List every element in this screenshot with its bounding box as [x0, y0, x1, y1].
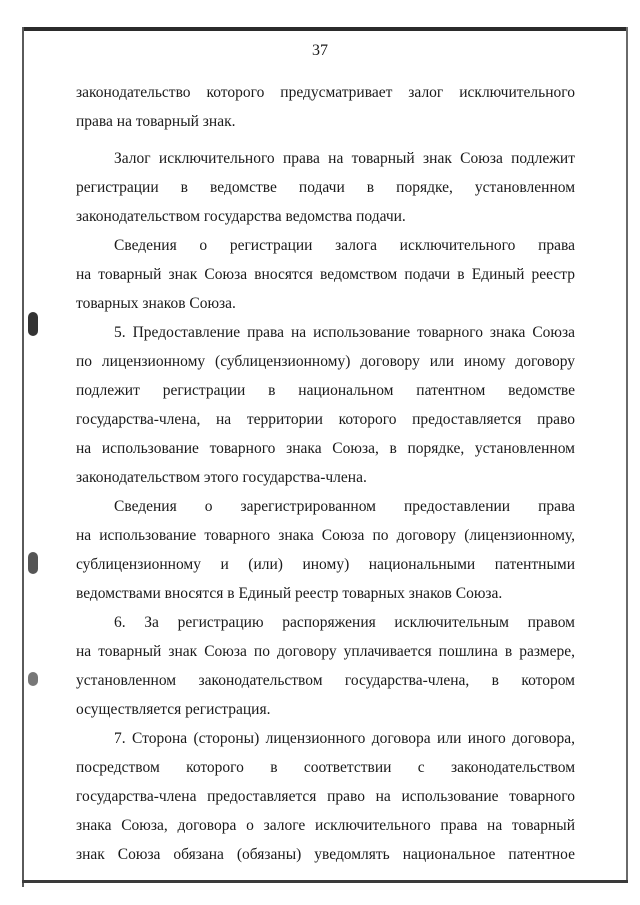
text-line: сублицензионному и (или) иному) национальными патентными [76, 556, 575, 573]
paragraph-first-line: Сведения о зарегистрированном предоставлении права [114, 498, 575, 515]
text-line: законодательством государства ведомства подачи. [76, 208, 406, 225]
text-line: законодательством этого государства-члена. [76, 469, 367, 486]
text-line: права на товарный знак. [76, 113, 236, 130]
text-line: ведомствами вносятся в Единый реестр товарных знаков Союза. [76, 585, 503, 602]
text-line: на товарный знак Союза вносятся ведомством подачи в Единый реестр [76, 266, 575, 283]
text-line: на товарный знак Союза по договору уплачивается пошлина в размере, [76, 643, 575, 660]
text-line: товарных знаков Союза. [76, 295, 236, 312]
binding-hole-mark [28, 552, 38, 574]
binding-hole-mark [28, 312, 38, 336]
paragraph-first-line: 6. За регистрацию распоряжения исключительным правом [114, 614, 575, 631]
text-line: государства-члена, на территории которого предоставляется право [76, 411, 575, 428]
text-line: знак Союза обязана (обязаны) уведомлять национальное патентное [76, 846, 575, 863]
paragraph-first-line: Сведения о регистрации залога исключительного права [114, 237, 575, 254]
document-body [76, 78, 575, 869]
text-line: на использование товарного знака Союза, в порядке, установленном [76, 440, 575, 457]
text-line: знака Союза, договора о залоге исключительного права на товарный [76, 817, 575, 834]
text-line: подлежит регистрации в национальном патентном ведомстве [76, 382, 575, 399]
text-line: осуществляется регистрация. [76, 701, 271, 718]
paragraph-first-line: Залог исключительного права на товарный знак Союза подлежит [114, 150, 575, 167]
text-line: законодательство которого предусматривает залог исключительного [76, 84, 575, 101]
binding-hole-mark [28, 672, 38, 686]
page-number: 37 [312, 42, 328, 59]
scan-border-right [626, 27, 628, 883]
text-line: регистрации в ведомстве подачи в порядке, установленном [76, 179, 575, 196]
text-line: по лицензионному (сублицензионному) договору или иному договору [76, 353, 575, 370]
paragraph-first-line: 5. Предоставление права на использование товарного знака Союза [114, 324, 575, 341]
scan-border-bottom [22, 880, 628, 883]
scan-border-left [22, 27, 24, 887]
text-line: государства-члена предоставляется право на использование товарного [76, 788, 575, 805]
scan-border-top [22, 27, 628, 31]
text-line: установленном законодательством государства-члена, в котором [76, 672, 575, 689]
text-line: посредством которого в соответствии с законодательством [76, 759, 575, 776]
text-line: на использование товарного знака Союза по договору (лицензионному, [76, 527, 575, 544]
paragraph-first-line: 7. Сторона (стороны) лицензионного договора или иного договора, [114, 730, 575, 747]
paragraph-gap [76, 136, 575, 144]
